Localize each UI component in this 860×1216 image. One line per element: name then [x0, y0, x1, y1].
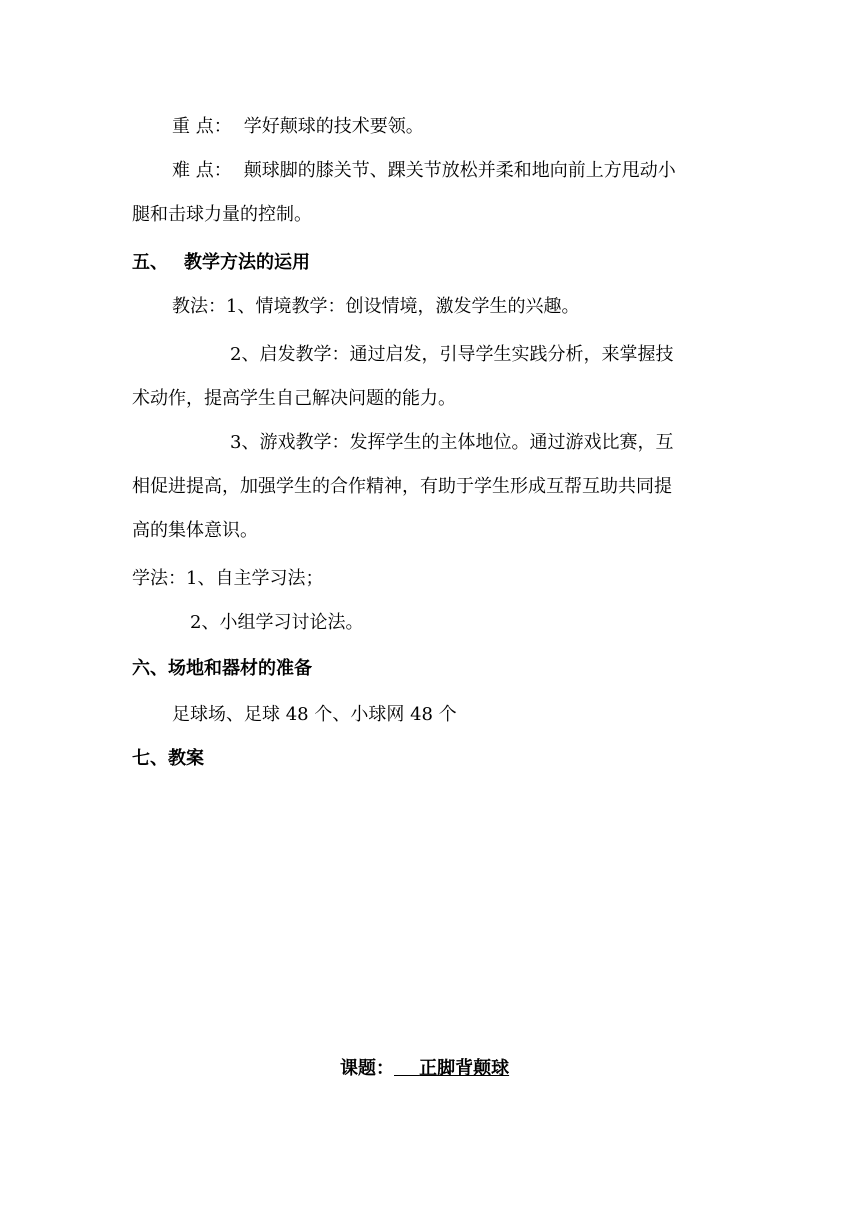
section-5-title: 教学方法的运用 [184, 252, 310, 273]
teaching-method-1: 教法：1、情境教学：创设情境，激发学生的兴趣。 [172, 296, 580, 317]
focus-line [172, 114, 424, 140]
difficulty-text-1: 颠球脚的膝关节、踝关节放松并柔和地向前上方甩动小 [243, 160, 676, 181]
learning-method-2: 2、小组学习讨论法。 [190, 612, 364, 633]
lesson-label: 课题： [340, 1058, 394, 1079]
learning-method-1: 学法：1、自主学习法； [132, 568, 324, 589]
teaching-method-3-line-1: 3、游戏教学：发挥学生的主体地位。通过游戏比赛，互 [230, 432, 674, 453]
teaching-method-2-line-1: 2、启发教学：通过启发，引导学生实践分析，来掌握技 [230, 344, 674, 365]
difficulty-line-2: 腿和击球力量的控制。 [132, 204, 312, 225]
difficulty-line-1 [172, 158, 676, 184]
lesson-title-line [340, 1056, 509, 1082]
lesson-title: 正脚背颠球 [419, 1058, 510, 1079]
teaching-method-3-line-3: 高的集体意识。 [132, 520, 258, 541]
section-7-heading: 七、教案 [132, 748, 204, 769]
difficulty-label: 难 点： [172, 160, 232, 181]
section-6-heading: 六、场地和器材的准备 [132, 658, 312, 679]
equipment-list: 足球场、足球 48 个、小球网 48 个 [172, 704, 457, 725]
section-5-heading [132, 250, 310, 276]
focus-text: 学好颠球的技术要领。 [243, 116, 424, 137]
section-5-number: 五、 [132, 252, 168, 273]
teaching-method-2-line-2: 术动作，提高学生自己解决问题的能力。 [132, 388, 456, 409]
focus-label: 重 点： [172, 116, 232, 137]
teaching-method-3-line-2: 相促进提高，加强学生的合作精神，有助于学生形成互帮互助共同提 [132, 476, 672, 497]
